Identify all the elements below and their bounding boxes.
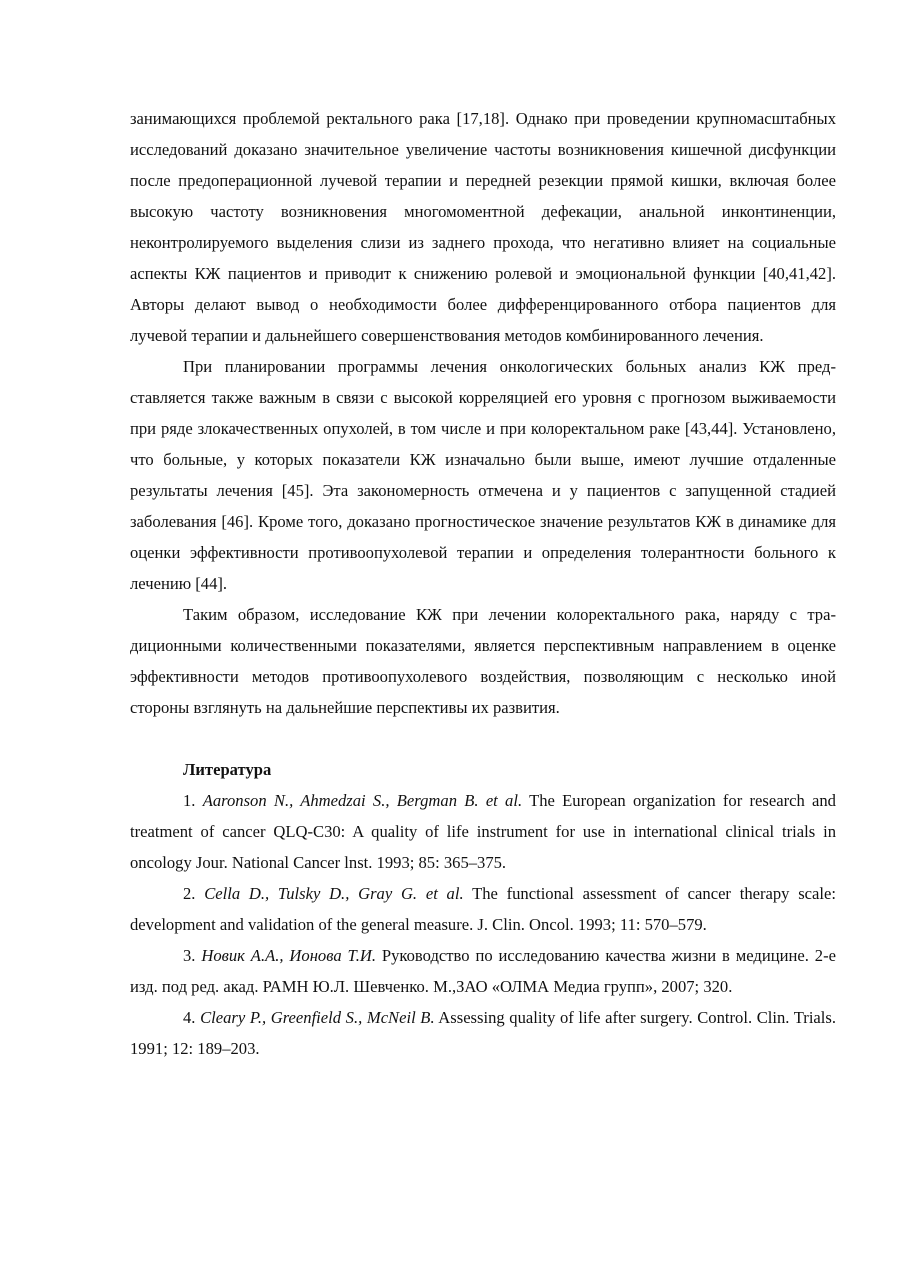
reference-item-2 xyxy=(130,878,836,940)
document-page xyxy=(130,103,836,1064)
reference-number: 4. xyxy=(183,1008,196,1027)
reference-item-4 xyxy=(130,1002,836,1064)
body-paragraph-2: При планировании программы лечения онкологических больных анализ КЖ представляется также важным в связи с высокой корреляцией его уровня с прогнозом выживаемости при ряде злокачественных опухолей, в том числе и при колоректальном раке [43,44]. Установлено, что больные, у которых показатели КЖ изначально были выше, имеют лучшие отдаленные результаты лечения [45]. Эта закономерность отмечена и у пациентов с запущенной стадией заболевания [46]. Кроме того, доказано прогностическое значение результатов КЖ в динамике для оценки эффективности противоопухолевой терапии и определения толерантности больного к лечению [44]. xyxy=(130,357,836,593)
reference-text: The functional assessment of cancer therapy scale: development and validation of the general measure. J. Clin. Oncol. 1993; 11: 570–579. xyxy=(130,884,836,934)
reference-number: 2. xyxy=(183,884,196,903)
reference-item-3 xyxy=(130,940,836,1002)
reference-authors: Cella D., Tulsky D., Gray G. et al. xyxy=(204,884,464,903)
reference-number: 3. xyxy=(183,946,196,965)
reference-item-1 xyxy=(130,785,836,878)
reference-number: 1. xyxy=(183,791,196,810)
body-paragraph-1: занимающихся проблемой ректального рака [17,18]. Однако при проведении крупномасштабных исследований доказано значительное увеличение частоты возникновения кишечной дисфункции после предоперационной лучевой терапии и передней резекции прямой кишки, включая более высокую частоту возникновения многомоментной дефекации, анальной инконтиненции, неконтролируемого выделения слизи из заднего прохода, что негативно влияет на социальные аспекты КЖ пациентов и приводит к снижению ролевой и эмоциональной функции [40,41,42]. Авторы делают вывод о необходимости более дифференцированного отбора пациентов для лучевой терапии и дальнейшего совершенствования методов комбинированного лечения. xyxy=(130,109,836,345)
reference-authors: Cleary P., Greenfield S., McNeil B. xyxy=(200,1008,435,1027)
reference-authors: Новик А.А., Ионова Т.И. xyxy=(201,946,376,965)
references-heading: Литература xyxy=(183,760,272,779)
reference-text: The European organization for research and treatment of cancer QLQ-C30: A quality of life instrument for use in international clinical trials in oncology Jour. National Cancer lnst. 1993; 85: 365–375. xyxy=(130,791,836,872)
body-paragraph-3: Таким образом, исследование КЖ при лечении колоректального рака, наряду с традиционными количественными показателями, является перспективным направлением в оценке эффективности методов противоопухолевого воздействия, позволяющим с несколько иной стороны взглянуть на дальнейшие перспективы их развития. xyxy=(130,605,836,717)
reference-text: Assessing quality of life after surgery. Control. Clin. Trials. 1991; 12: 189–203. xyxy=(130,1008,837,1058)
reference-text: Руководство по исследованию качества жизни в медицине. 2-е изд. под ред. акад. РАМН Ю.Л. Шевченко. М.,ЗАО «ОЛМА Медиа групп», 2007; 320. xyxy=(130,946,836,996)
reference-authors: Aaronson N., Ahmedzai S., Bergman B. et al. xyxy=(202,791,523,810)
references-list xyxy=(130,785,836,1064)
